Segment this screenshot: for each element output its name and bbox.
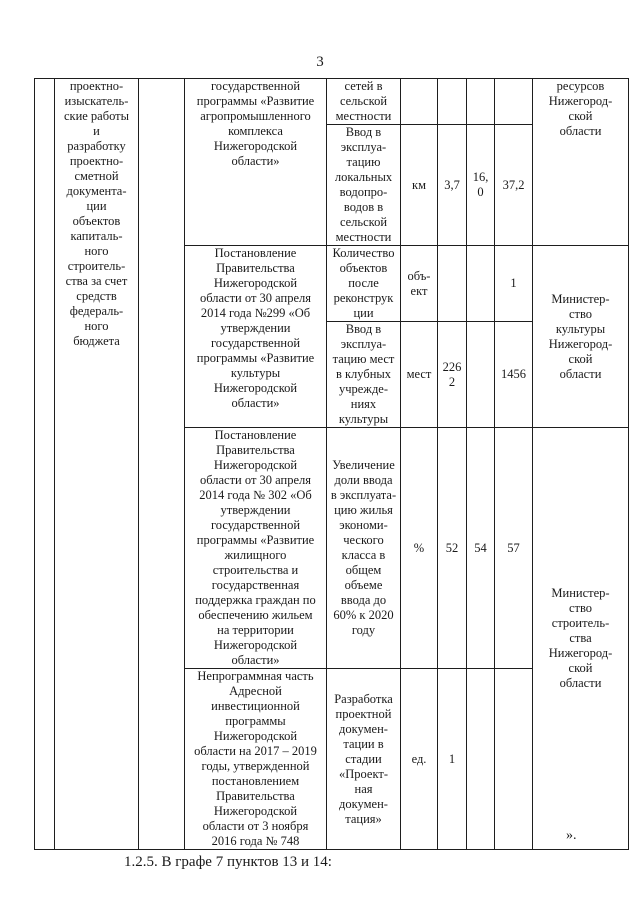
cell-v1-reconstruction: [438, 246, 467, 322]
cell-indicator-reconstruction: Количество объектов после реконструк ции: [327, 246, 401, 322]
cell-v1-clubs: 226 2: [438, 322, 467, 428]
cell-v3-housing: 57: [495, 428, 533, 669]
cell-indicator-clubs: Ввод в эксплуа- тацию мест в клубных учрежде- ниях культуры: [327, 322, 401, 428]
cell-v2-water: 16, 0: [467, 125, 495, 246]
cell-v2-networks: [467, 79, 495, 125]
cell-v3-reconstruction: 1: [495, 246, 533, 322]
cell-indicator-housing: Увеличение доли ввода в эксплуата- цию жилья экономи- ческого класса в общем объеме ввода до 60% к 2020 году: [327, 428, 401, 669]
cell-unit-housing: %: [401, 428, 438, 669]
cell-v3-water: 37,2: [495, 125, 533, 246]
cell-empty-column: [139, 79, 185, 850]
cell-v1-design: 1: [438, 669, 467, 850]
cell-v3-design: [495, 669, 533, 850]
cell-v2-design: [467, 669, 495, 850]
page-number: 3: [316, 54, 324, 70]
cell-unit-reconstruction: объ- ект: [401, 246, 438, 322]
item-heading: 1.2.5. В графе 7 пунктов 13 и 14:: [124, 854, 332, 870]
cell-activity-description: проектно- изыскатель- ские работы и разработку проектно- сметной документа- ции объектов капиталь- ного строитель- ства за счет средств федераль- ного бюджета: [55, 79, 139, 850]
cell-indicator-water: Ввод в эксплуа- тацию локальных водопро- водов в сельской местности: [327, 125, 401, 246]
cell-v2-reconstruction: [467, 246, 495, 322]
cell-v1-networks: [438, 79, 467, 125]
cell-v3-clubs: 1456: [495, 322, 533, 428]
cell-executor-culture: Министер- ство культуры Нижегород- ской области: [533, 246, 629, 428]
cell-unit-design: ед.: [401, 669, 438, 850]
cell-executor-construction: Министер- ство строитель- ства Нижегород- ской области: [533, 428, 629, 850]
cell-program-agro-continued: государственной программы «Развитие агропромышленного комплекса Нижегородской области»: [185, 79, 327, 246]
cell-unit-clubs: мест: [401, 322, 438, 428]
cell-v3-networks: [495, 79, 533, 125]
cell-number-column: [35, 79, 55, 850]
cell-unit-networks: [401, 79, 438, 125]
cell-program-nonprogram: Непрограммная часть Адресной инвестиционной программы Нижегородской области на 2017 – 2019 годы, утвержденной постановлением Правительства Нижегородской области от 3 ноября 2016 года № 748: [185, 669, 327, 850]
cell-v2-clubs: [467, 322, 495, 428]
cell-unit-water: км: [401, 125, 438, 246]
cell-v1-housing: 52: [438, 428, 467, 669]
data-table: [34, 78, 629, 850]
cell-indicator-networks: сетей в сельской местности: [327, 79, 401, 125]
cell-v2-housing: 54: [467, 428, 495, 669]
cell-program-housing: Постановление Правительства Нижегородской области от 30 апреля 2014 года № 302 «Об утверждении государственной программы «Развитие жилищного строительства и государственная поддержка граждан по обеспечению жильем на территории Нижегородской области»: [185, 428, 327, 669]
cell-program-culture: Постановление Правительства Нижегородской области от 30 апреля 2014 года №299 «Об утверждении государственной программы «Развитие культуры Нижегородской области»: [185, 246, 327, 428]
closing-quote-mark: ».: [566, 828, 577, 843]
cell-v1-water: 3,7: [438, 125, 467, 246]
cell-indicator-design: Разработка проектной докумен- тации в стадии «Проект- ная докумен- тация»: [327, 669, 401, 850]
cell-executor-agro: ресурсов Нижегород- ской области: [533, 79, 629, 246]
